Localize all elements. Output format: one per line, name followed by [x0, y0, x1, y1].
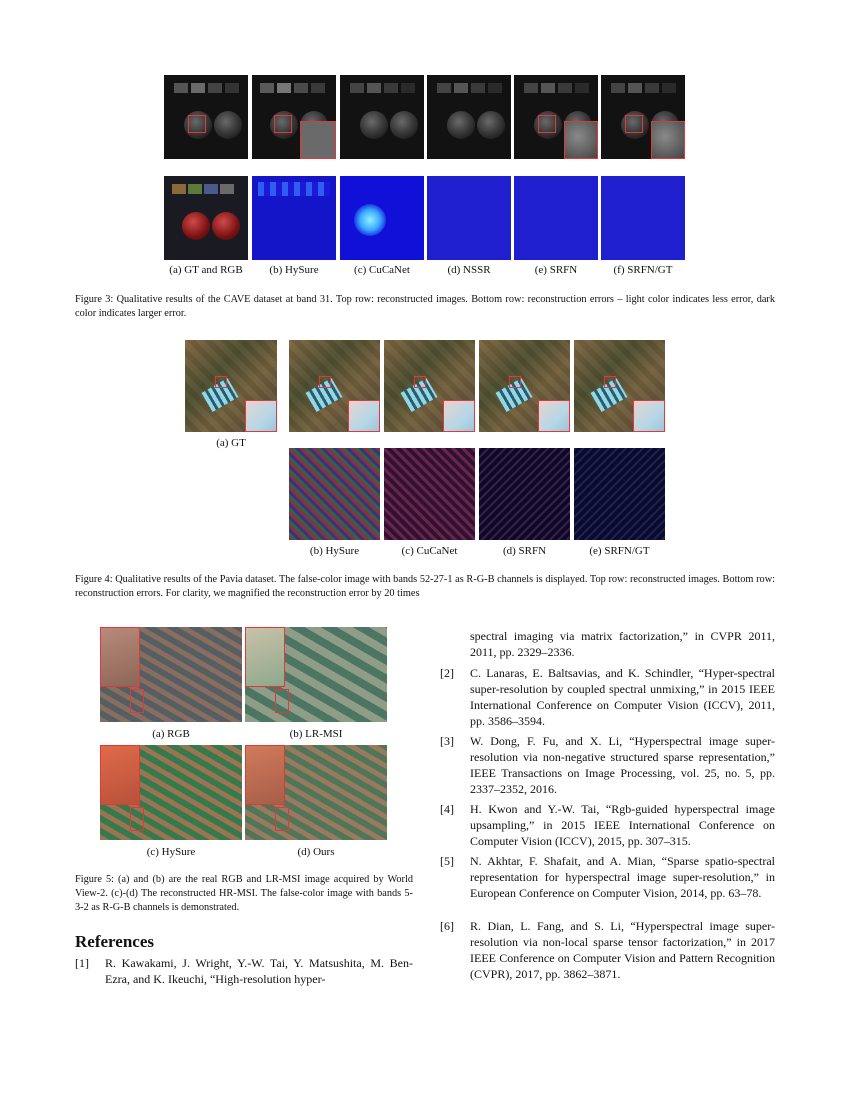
- fig4-label-gt: (a) GT: [216, 437, 246, 449]
- pavia-srfn-error: [479, 448, 570, 540]
- cave-cucanet-image: [340, 75, 424, 159]
- reference-1-continuation: spectral imaging via matrix factorization,” in CVPR 2011, 2011, pp. 2329–2336.: [470, 629, 775, 659]
- cave-srfn-gt-error: [601, 176, 685, 260]
- pavia-srfn-image: [479, 340, 570, 432]
- cave-hysure-error: [252, 176, 336, 260]
- reference-number: [6]: [440, 919, 454, 933]
- fig4-label-e: (e) SRFN/GT: [589, 545, 650, 557]
- cave-gt-rgb-image: [164, 176, 248, 260]
- cave-srfn-image: [514, 75, 598, 159]
- reference-number: [3]: [440, 734, 454, 748]
- pavia-cucanet-image: [384, 340, 475, 432]
- fig5-label-a: (a) RGB: [152, 728, 190, 740]
- cave-srfn-gt-image: [601, 75, 685, 159]
- references-heading: References: [75, 932, 154, 951]
- fig3-label-f: (f) SRFN/GT: [613, 264, 673, 276]
- fig5-label-c: (c) HySure: [146, 846, 196, 858]
- fig3-label-e: (e) SRFN: [534, 264, 578, 276]
- cave-nssr-error: [427, 176, 511, 260]
- fig3-label-c: (c) CuCaNet: [354, 264, 410, 276]
- pavia-hysure-image: [289, 340, 380, 432]
- reference-text: C. Lanaras, E. Baltsavias, and K. Schindler, “Hyper-spectral super-resolution by coupled spectral unmixing,” in 2015 IEEE International Conference on Computer Vision (ICCV), 2011, pp. 3586–3594.: [470, 666, 775, 728]
- reference-2: [440, 665, 775, 729]
- reference-text: W. Dong, F. Fu, and X. Li, “Hyperspectral image super-resolution via non-negative structured sparse representation,” IEEE Transactions on Image Processing, vol. 25, no. 5, pp. 2337–2352, 2016.: [470, 734, 775, 796]
- cave-nssr-image: [427, 75, 511, 159]
- fig4-caption: Figure 4: Qualitative results of the Pavia dataset. The false-color image with bands 52-27-1 as R-G-B channels is displayed. Top row: reconstructed images. Bottom row: reconstruction errors. For clarity, we magnified the reconstruction error by 20 times: [75, 574, 775, 599]
- cave-srfn-error: [514, 176, 598, 260]
- fig4-label-d: (d) SRFN: [502, 545, 547, 557]
- wv-lrmsi-image: [245, 627, 387, 722]
- fig5-label-b: (b) LR-MSI: [289, 728, 343, 740]
- pavia-hysure-error: [289, 448, 380, 540]
- cave-hysure-image: [252, 75, 336, 159]
- pavia-gt-image: [185, 340, 277, 432]
- fig4-label-b: (b) HySure: [309, 545, 360, 557]
- cave-cucanet-error: [340, 176, 424, 260]
- fig3-label-a: (a) GT and RGB: [169, 264, 243, 276]
- pavia-srfn-gt-image: [574, 340, 665, 432]
- wv-ours-image: [245, 745, 387, 840]
- fig3-label-d: (d) NSSR: [447, 264, 491, 276]
- wv-hysure-image: [100, 745, 242, 840]
- cave-gt-image: [164, 75, 248, 159]
- reference-text: N. Akhtar, F. Shafait, and A. Mian, “Sparse spatio-spectral representation for hyperspectral image super-resolution,” in European Conference on Computer Vision, 2014, pp. 63–78.: [470, 854, 775, 900]
- reference-1: [75, 955, 413, 991]
- reference-number: [5]: [440, 854, 454, 868]
- wv-rgb-image: [100, 627, 242, 722]
- reference-5: [440, 853, 775, 917]
- fig5-caption: Figure 5: (a) and (b) are the real RGB and LR-MSI image acquired by World View-2. (c)-(d) The reconstructed HR-MSI. The false-color image with bands 5-3-2 as R-G-B channels is demonstrated.: [75, 874, 413, 913]
- reference-number: [2]: [440, 666, 454, 680]
- pavia-cucanet-error: [384, 448, 475, 540]
- fig5-label-d: (d) Ours: [297, 846, 335, 858]
- reference-text: H. Kwon and Y.-W. Tai, “Rgb-guided hyperspectral image upsampling,” in 2015 IEEE International Conference on Computer Vision (ICCV), 2015, pp. 307–315.: [470, 802, 775, 848]
- reference-text: R. Dian, L. Fang, and S. Li, “Hyperspectral image super-resolution via non-local sparse tensor factorization,” in 2017 IEEE Conference on Computer Vision and Pattern Recognition (CVPR), 2017, pp. 3862–3871.: [470, 919, 775, 981]
- fig3-caption: Figure 3: Qualitative results of the CAVE dataset at band 31. Top row: reconstructed images. Bottom row: reconstruction errors – light color indicates less error, dark color indicates larger error.: [75, 294, 775, 319]
- reference-number: [4]: [440, 802, 454, 816]
- reference-text: R. Kawakami, J. Wright, Y.-W. Tai, Y. Matsushita, M. Ben-Ezra, and K. Ikeuchi, “High-resolution hyper-: [105, 956, 413, 986]
- reference-4: [440, 801, 775, 849]
- pavia-srfn-gt-error: [574, 448, 665, 540]
- fig4-label-c: (c) CuCaNet: [401, 545, 458, 557]
- reference-6: [440, 918, 775, 982]
- fig3-label-b: (b) HySure: [269, 264, 319, 276]
- reference-number: [1]: [75, 956, 89, 970]
- reference-3: [440, 733, 775, 797]
